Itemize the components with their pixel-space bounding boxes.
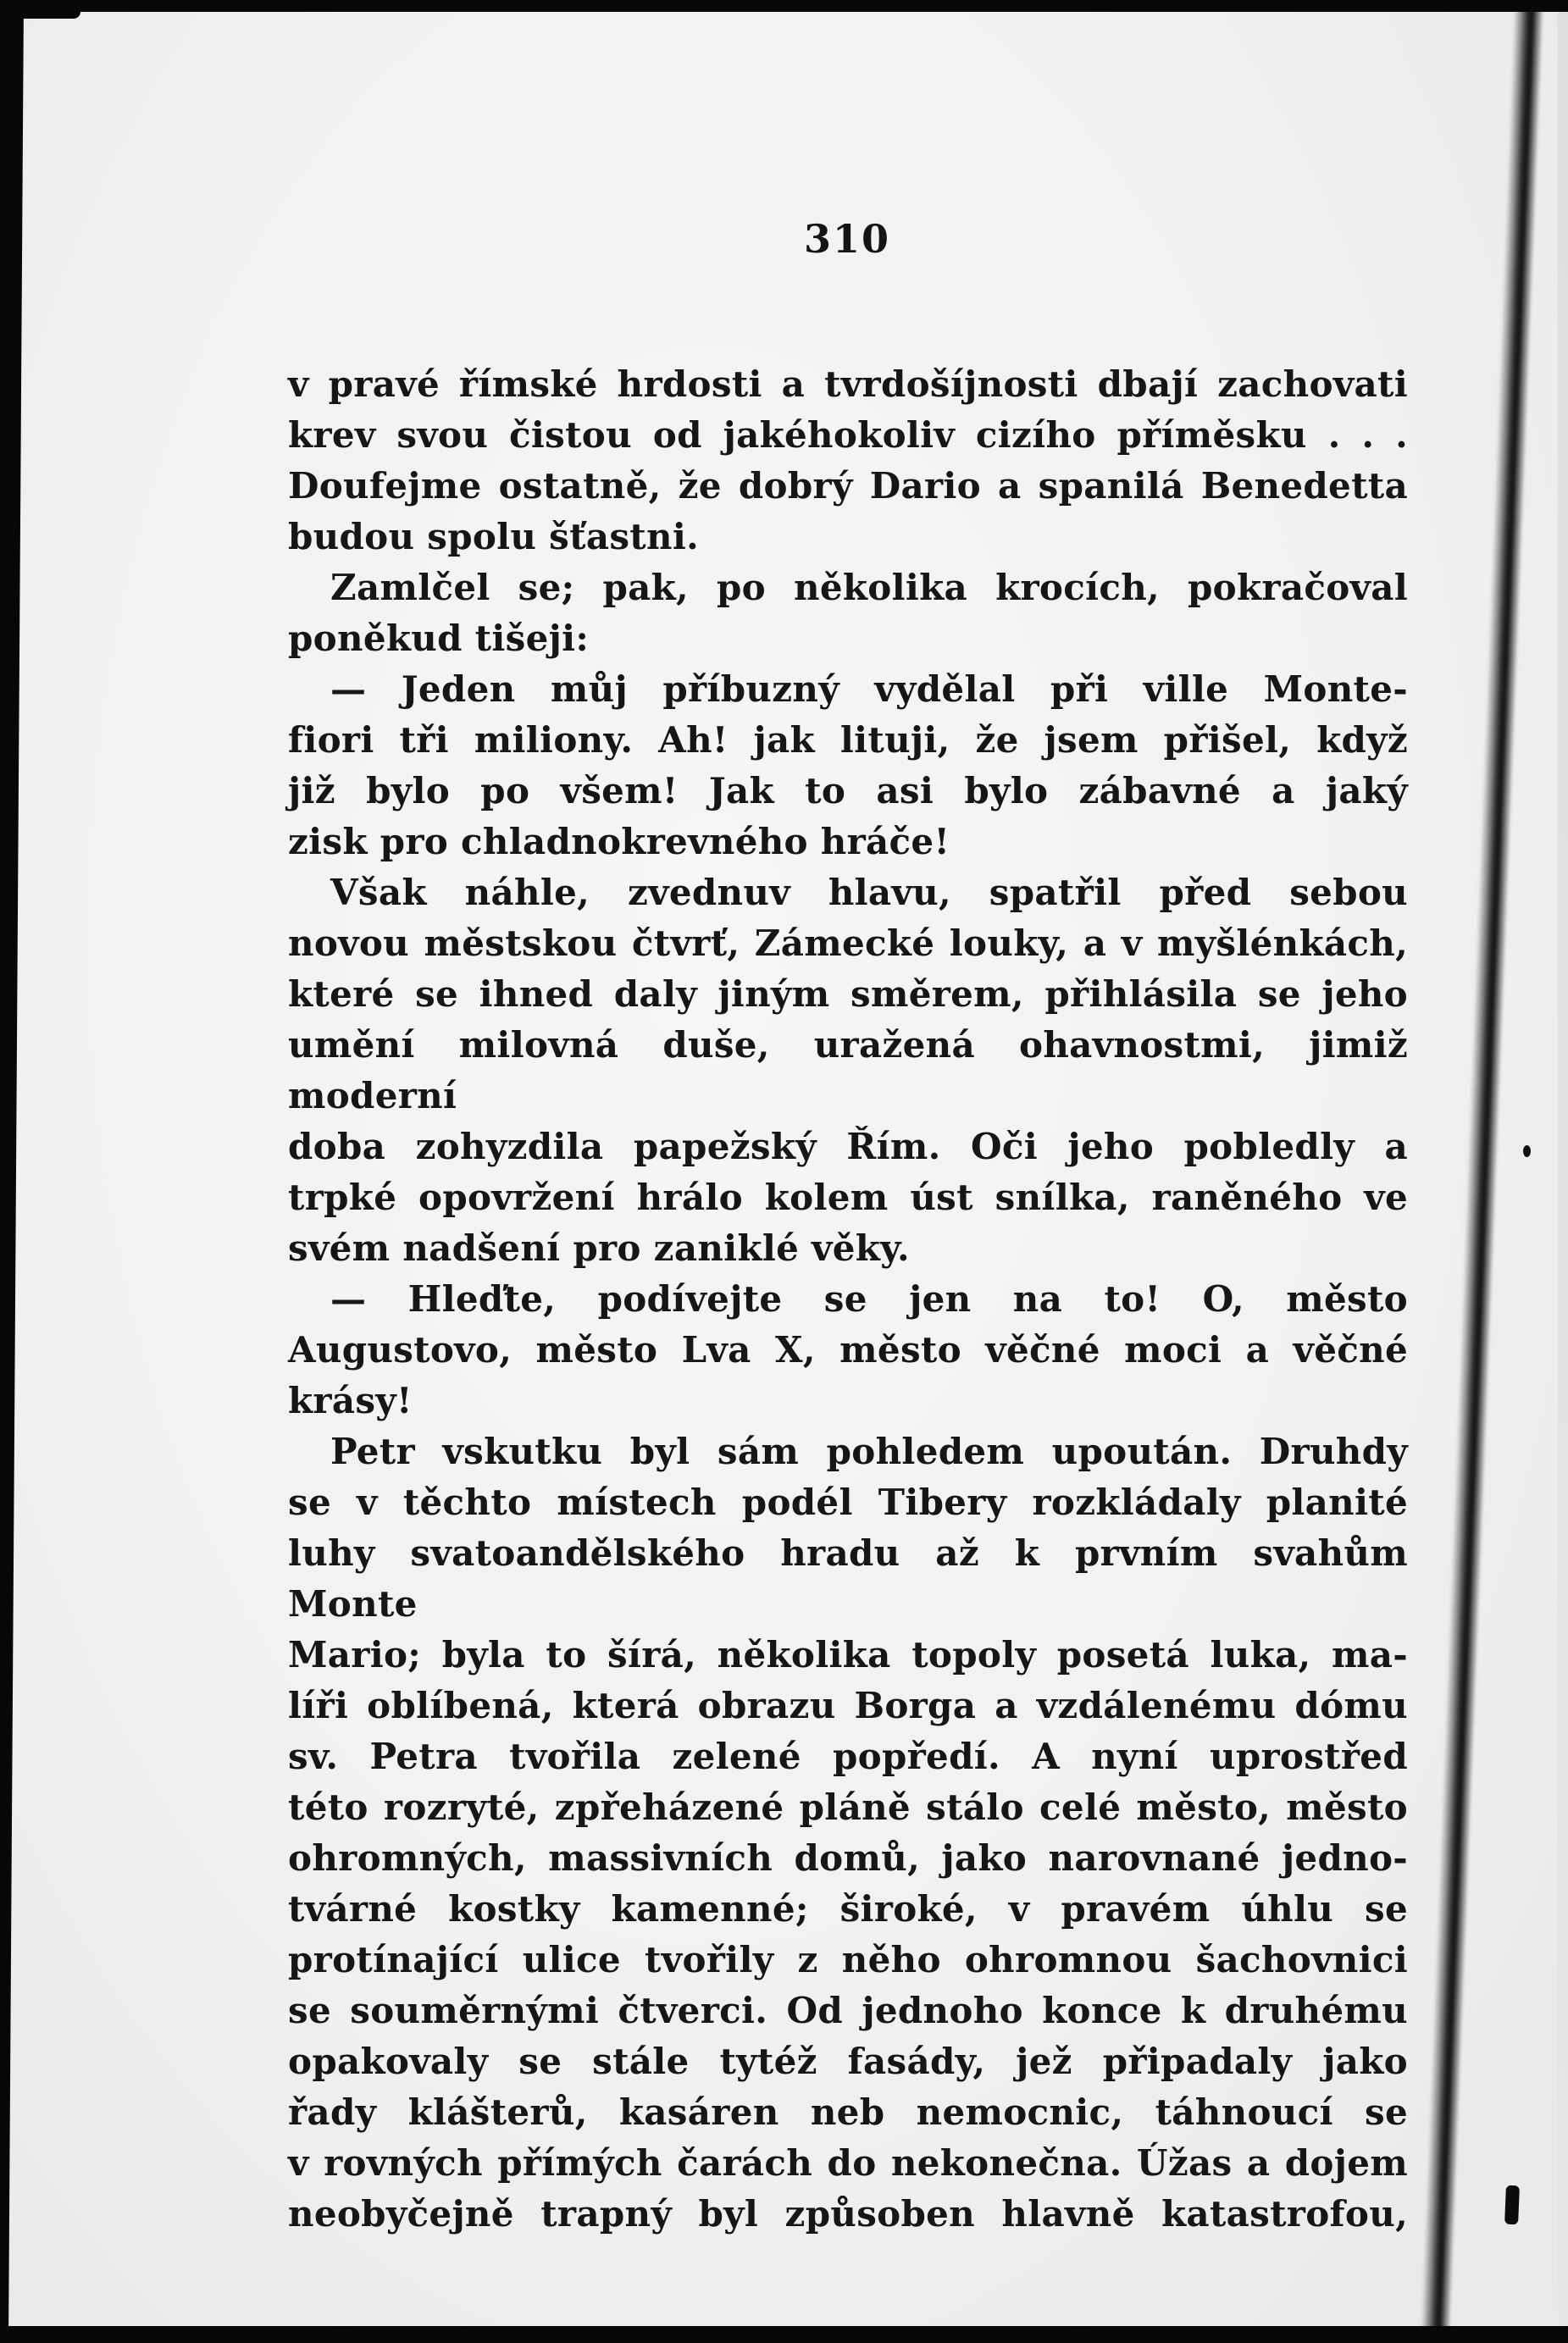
scan-edge-strip: [1558, 0, 1568, 2343]
text-line: krev svou čistou od jakéhokoliv cizího příměsku . . .: [288, 414, 1408, 456]
text-line: — Hleďte, podívejte se jen na to! O, město: [330, 1278, 1408, 1320]
text-line: krásy!: [288, 1380, 413, 1421]
page-number: 310: [803, 216, 891, 262]
page-text: [288, 359, 1408, 2240]
scan-speck: [1504, 2185, 1520, 2225]
text-line: v pravé římské hrdosti a tvrdošíjnosti dbají zachovati: [288, 363, 1408, 405]
text-line: novou městskou čtvrť, Zámecké louky, a v myšlénkách,: [288, 922, 1408, 964]
scan-border-top: [0, 0, 1568, 12]
text-line: neobyčejně trapný byl způsoben hlavně katastrofou,: [288, 2193, 1408, 2235]
text-line: se souměrnými čtverci. Od jednoho konce k druhému: [288, 1990, 1408, 2031]
text-line: poněkud tišeji:: [288, 618, 590, 659]
text-line: fiori tři miliony. Ah! jak lituji, že jsem přišel, když: [288, 719, 1408, 761]
text-line: doba zohyzdila papežský Řím. Oči jeho pobledly a: [288, 1126, 1408, 1167]
text-line: zisk pro chladnokrevného hráče!: [288, 821, 950, 862]
text-line: Augustovo, město Lva X, město věčné moci a věčné: [288, 1329, 1408, 1371]
text-line: Zamlčel se; pak, po několika krocích, pokračoval: [330, 567, 1408, 608]
text-line: líři oblíbená, která obrazu Borga a vzdálenému dómu: [288, 1685, 1408, 1726]
text-line: svém nadšení pro zaniklé věky.: [288, 1227, 910, 1269]
text-line: které se ihned daly jiným směrem, přihlásila se jeho: [288, 973, 1408, 1015]
text-line: umění milovná duše, uražená ohavnostmi, jimiž moderní: [288, 1024, 1408, 1116]
text-line: řady klášterů, kasáren neb nemocnic, táhnoucí se: [288, 2091, 1408, 2133]
text-line: luhy svatoandělského hradu až k prvním svahům Monte: [288, 1532, 1408, 1625]
text-line: budou spolu šťastni.: [288, 516, 700, 557]
text-line: Petr vskutku byl sám pohledem upoután. Druhdy: [330, 1431, 1408, 1472]
text-line: opakovaly se stále tytéž fasády, jež připadaly jako: [288, 2041, 1408, 2082]
text-line: — Jeden můj příbuzný vydělal při ville Monte-: [330, 668, 1408, 710]
text-line: v rovných přímých čarách do nekonečna. Úžas a dojem: [288, 2142, 1408, 2184]
text-line: ohromných, massivních domů, jako narovnané jedno-: [288, 1837, 1408, 1879]
text-line: protínající ulice tvořily z něho ohromnou šachovnici: [288, 1939, 1408, 1980]
text-line: trpké opovržení hrálo kolem úst snílka, raněného ve: [288, 1177, 1408, 1218]
text-line: se v těchto místech podél Tibery rozkládaly planité: [288, 1482, 1408, 1523]
scan-border-bottom: [0, 2326, 1568, 2343]
scan-speck: [1523, 1145, 1531, 1157]
text-line: Však náhle, zvednuv hlavu, spatřil před sebou: [330, 872, 1408, 913]
text-line: Doufejme ostatně, že dobrý Dario a spanilá Benedetta: [288, 465, 1408, 507]
text-line: tvárné kostky kamenné; široké, v pravém úhlu se: [288, 1888, 1408, 1930]
text-line: již bylo po všem! Jak to asi bylo zábavné a jaký: [288, 770, 1408, 811]
text-line: Mario; byla to šírá, několika topoly posetá luka, ma-: [288, 1634, 1408, 1676]
text-line: sv. Petra tvořila zelené popředí. A nyní uprostřed: [288, 1736, 1408, 1777]
text-line: této rozryté, zpřeházené pláně stálo celé město, město: [288, 1786, 1408, 1828]
